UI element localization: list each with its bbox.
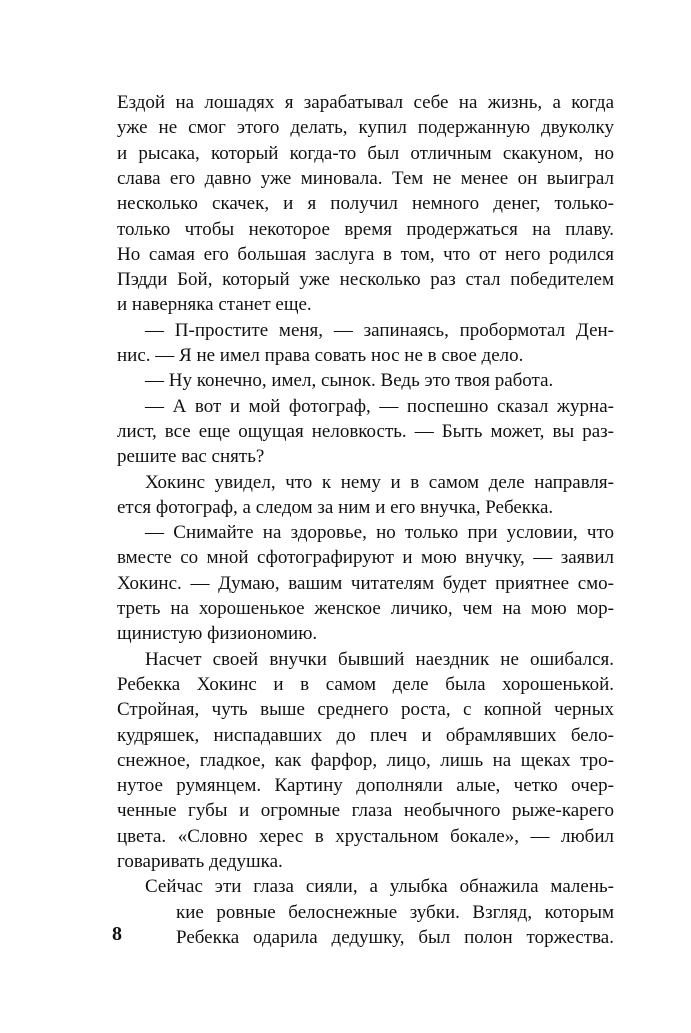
- text-line: снежное, гладкое, как фарфор, лицо, лишь на щеках тро-: [117, 749, 614, 771]
- text-line: Стройная, чуть выше среднего роста, с копной черных: [117, 699, 614, 721]
- text-line: кудряшек, ниспадавших до плеч и обрамлявших бело-: [117, 724, 614, 746]
- text-line: — Ну конечно, имел, сынок. Ведь это твоя работа.: [145, 370, 554, 392]
- text-line: — П-простите меня, — запинаясь, пробормотал Ден-: [145, 319, 614, 341]
- text-line: ется фотограф, а следом за ним и его внучка, Ребекка.: [117, 496, 554, 518]
- text-line: только чтобы некоторое время продержаться на плаву.: [117, 218, 614, 240]
- text-line: Ребекка Хокинс и в самом деле была хорошенькой.: [117, 673, 614, 695]
- page-number: 8: [112, 923, 122, 945]
- text-line: — Снимайте на здоровье, но только при условии, что: [145, 522, 614, 544]
- text-line: Насчет своей внучки бывший наездник не ошибался.: [145, 648, 614, 670]
- text-line: Хокинс. — Думаю, вашим читателям будет приятнее смо-: [117, 572, 614, 594]
- text-line: Но самая его большая заслуга в том, что от него родился: [117, 243, 614, 265]
- text-line: нутое румянцем. Картину дополняли алые, четко очер-: [117, 775, 614, 797]
- text-line: Пэдди Бой, который уже несколько раз стал победителем: [117, 269, 614, 291]
- text-line: кие ровные белоснежные зубки. Взгляд, которым: [176, 901, 614, 923]
- text-line: говаривать дедушка.: [117, 851, 283, 872]
- text-line: — А вот и мой фотограф, — поспешно сказал журна-: [145, 395, 614, 417]
- text-line: Ездой на лошадях я зарабатывал себе на жизнь, а когда: [117, 92, 614, 113]
- text-line: несколько скачек, и я получил немного денег, только-: [117, 193, 614, 215]
- text-line: нис. — Я не имел права совать нос не в свое дело.: [117, 345, 524, 366]
- text-line: и рысака, который когда-то был отличным скакуном, но: [117, 142, 614, 164]
- text-line: ченные губы и огромные глаза необычного рыже-карего: [117, 800, 614, 822]
- text-line: и наверняка станет еще.: [117, 294, 312, 316]
- text-line: щинистую физиономию.: [117, 623, 318, 645]
- text-line: треть на хорошенькое женское личико, чем на мою мор-: [117, 598, 614, 619]
- text-line: Хокинс увидел, что к нему и в самом деле направля-: [145, 471, 614, 493]
- text-line: Ребекка одарила дедушку, был полон торжества.: [176, 926, 614, 948]
- text-line: уже не смог этого делать, купил подержанную двуколку: [117, 117, 614, 139]
- text-line: цвета. «Словно херес в хрустальном бокале», — любил: [117, 825, 614, 847]
- text-line: Сейчас эти глаза сияли, а улыбка обнажила малень-: [145, 876, 614, 898]
- text-line: вместе со мной сфотографируют и мою внучку, — заявил: [117, 547, 614, 569]
- text-line: решите вас снять?: [117, 446, 265, 468]
- text-line: слава его давно уже миновала. Тем не менее он выиграл: [117, 167, 614, 189]
- text-line: лист, все еще ощущая неловкость. — Быть может, вы раз-: [117, 420, 614, 442]
